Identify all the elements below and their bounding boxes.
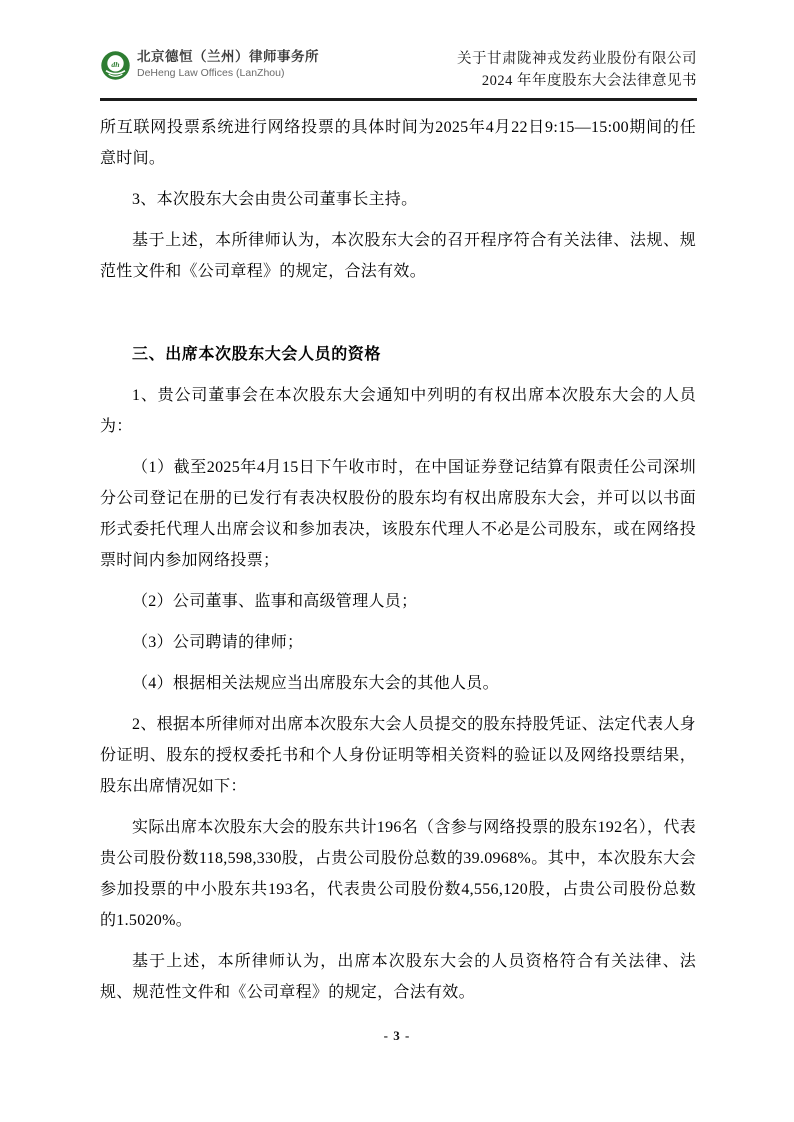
paragraph: 2、根据本所律师对出席本次股东大会人员提交的股东持股凭证、法定代表人身份证明、股东的授权委托书和个人身份证明等相关资料的验证以及网络投票结果，股东出席情况如下： [100, 716, 696, 795]
paragraph: （2）公司董事、监事和高级管理人员； [132, 593, 418, 610]
section-heading: 三、出席本次股东大会人员的资格 [132, 346, 382, 363]
law-firm-name-en: DeHeng Law Offices (LanZhou) [137, 67, 285, 79]
law-firm-identity [100, 48, 319, 81]
svg-text:dh: dh [111, 59, 120, 69]
law-firm-name-cn: 北京德恒（兰州）律师事务所 [137, 49, 319, 64]
paragraph: 3、本次股东大会由贵公司董事长主持。 [132, 191, 418, 208]
paragraph: （4）根据相关法规应当出席股东大会的其他人员。 [132, 675, 499, 692]
page-header [100, 48, 697, 92]
document-title-line2: 2024 年年度股东大会法律意见书 [481, 73, 697, 89]
law-firm-names [137, 48, 319, 80]
document-body [100, 112, 696, 1018]
header-divider [100, 98, 697, 101]
paragraph: 基于上述，本所律师认为，本次股东大会的召开程序符合有关法律、法规、规范性文件和《公司章程》的规定，合法有效。 [100, 232, 696, 280]
document-title [457, 48, 697, 92]
paragraph: 基于上述，本所律师认为，出席本次股东大会的人员资格符合有关法律、法规、规范性文件和《公司章程》的规定，合法有效。 [100, 953, 696, 1001]
paragraph: 1、贵公司董事会在本次股东大会通知中列明的有权出席本次股东大会的人员为： [100, 387, 696, 435]
paragraph: 所互联网投票系统进行网络投票的具体时间为2025年4月22日9:15—15:00期间的任意时间。 [100, 119, 696, 167]
document-title-line1: 关于甘肃陇神戎发药业股份有限公司 [457, 51, 697, 67]
paragraph: 实际出席本次股东大会的股东共计196名（含参与网络投票的股东192名），代表贵公司股份数118,598,330股，占贵公司股份总数的39.0968%。其中，本次股东大会参加投票的中小股东共193名，代表贵公司股份数4,556,120股，占贵公司股份总数的1.5020%。 [100, 819, 696, 929]
paragraph: （3）公司聘请的律师； [132, 634, 304, 651]
paragraph: （1）截至2025年4月15日下午收市时，在中国证券登记结算有限责任公司深圳分公司登记在册的已发行有表决权股份的股东均有权出席股东大会，并可以以书面形式委托代理人出席会议和参加表决，该股东代理人不必是公司股东，或在网络投票时间内参加网络投票； [100, 459, 696, 569]
page-number: - 3 - [383, 1028, 411, 1043]
law-firm-logo-icon [100, 50, 131, 81]
